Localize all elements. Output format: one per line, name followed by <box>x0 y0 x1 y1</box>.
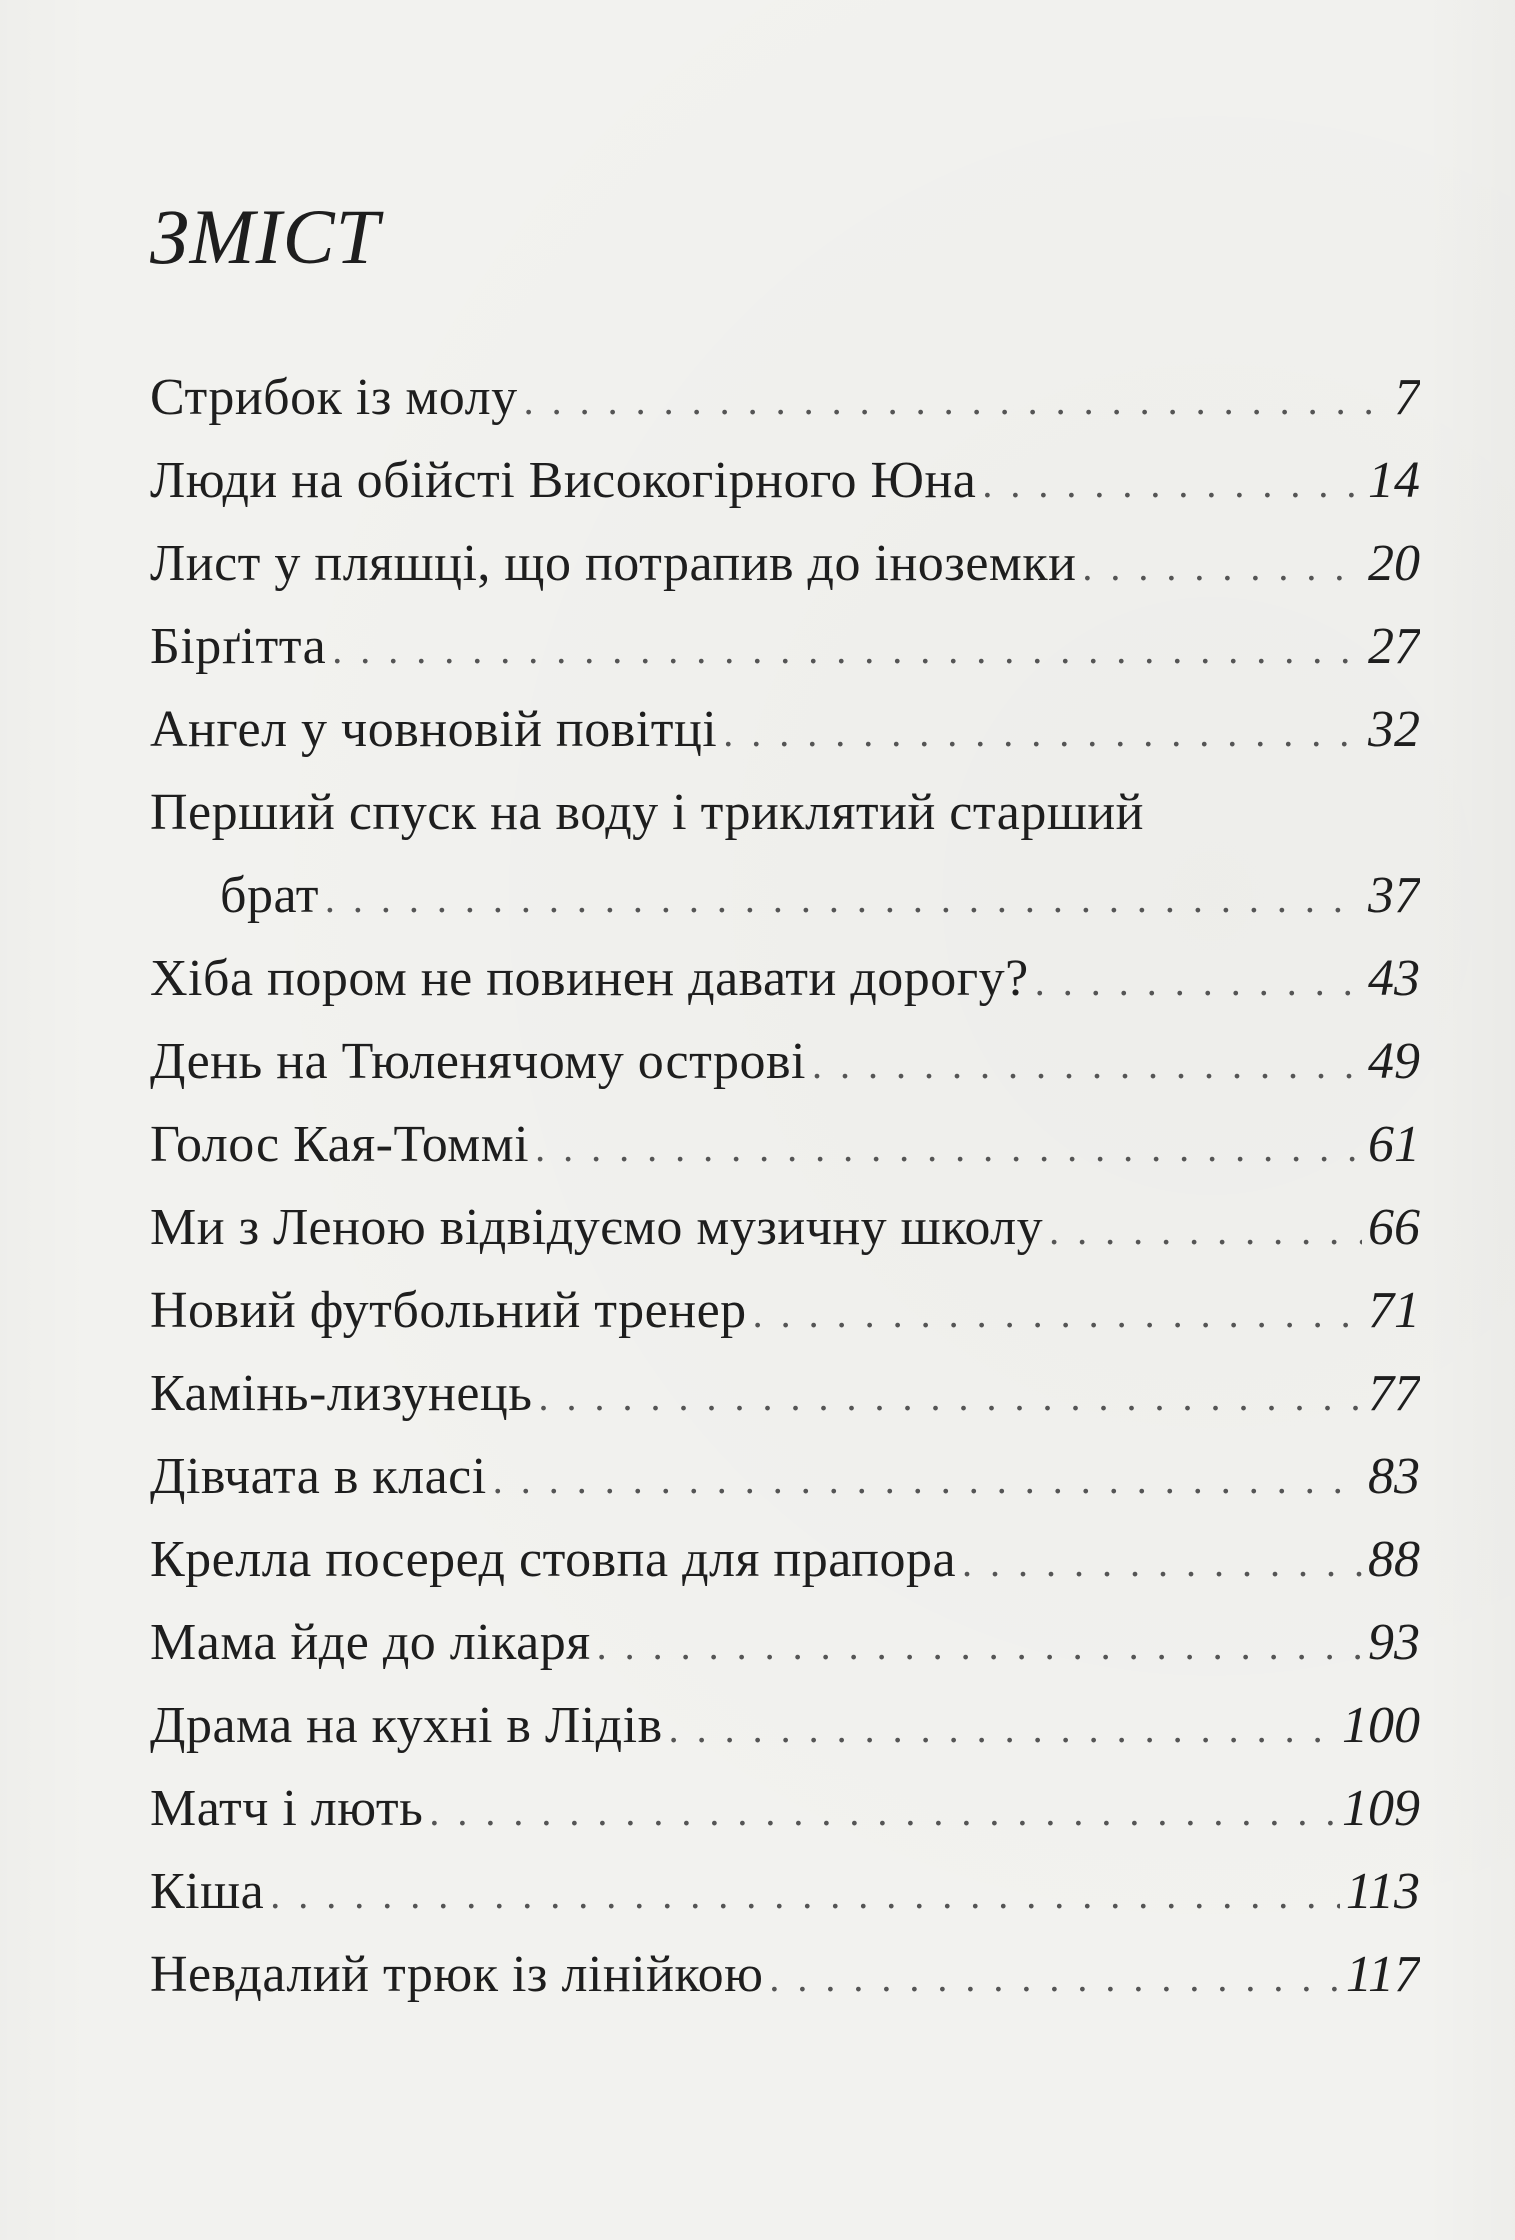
entry-page-number: 37 <box>1368 867 1420 924</box>
toc-entry <box>150 937 1420 1020</box>
entry-title-line1: Перший спуск на воду і триклятий старший <box>150 784 1145 841</box>
dot-leader <box>1082 525 1362 605</box>
entry-page-number: 20 <box>1368 535 1420 592</box>
toc-entry <box>150 1435 1420 1518</box>
dot-leader <box>669 1687 1336 1767</box>
entry-page-number: 88 <box>1368 1531 1420 1588</box>
entry-title: Кіша <box>150 1863 265 1920</box>
toc-entry <box>150 1767 1420 1850</box>
entry-title: Невдалий трюк із лінійкою <box>150 1946 764 2003</box>
dot-leader <box>1035 940 1362 1020</box>
entry-title: Стрибок із молу <box>150 369 518 426</box>
entry-page-number: 32 <box>1368 701 1420 758</box>
entry-title: Лист у пляшці, що потрапив до іноземки <box>150 535 1077 592</box>
toc-entry <box>150 1269 1420 1352</box>
dot-leader <box>962 1521 1362 1601</box>
dot-leader <box>325 857 1362 937</box>
entry-page-number: 49 <box>1368 1033 1420 1090</box>
toc-entry <box>150 522 1420 605</box>
entry-page-number: 7 <box>1394 369 1420 426</box>
entry-title: Бірґітта <box>150 618 327 675</box>
toc-entry <box>150 1518 1420 1601</box>
toc-entry <box>150 605 1420 688</box>
dot-leader <box>597 1604 1362 1684</box>
entry-title: Новий футбольний тренер <box>150 1282 747 1339</box>
dot-leader <box>332 608 1362 688</box>
entry-page-number: 27 <box>1368 618 1420 675</box>
entry-title: Крелла посеред стовпа для прапора <box>150 1531 957 1588</box>
dot-leader <box>270 1853 1340 1933</box>
dot-leader <box>723 691 1362 771</box>
toc-entry <box>150 1601 1420 1684</box>
entry-title: Матч і лють <box>150 1780 424 1837</box>
entry-page-number: 43 <box>1368 950 1420 1007</box>
dot-leader <box>753 1272 1362 1352</box>
entry-title: Люди на обійсті Високогірного Юна <box>150 452 977 509</box>
dot-leader <box>1049 1189 1362 1269</box>
dot-leader <box>538 1355 1362 1435</box>
entry-page-number: 83 <box>1368 1448 1420 1505</box>
entry-title: Ангел у човновій повітці <box>150 701 718 758</box>
dot-leader <box>982 442 1362 522</box>
toc-entry <box>150 356 1420 439</box>
table-of-contents <box>150 356 1420 2016</box>
toc-entry <box>150 688 1420 771</box>
entry-title: Голос Кая-Томмі <box>150 1116 530 1173</box>
dot-leader <box>812 1023 1362 1103</box>
toc-heading: ЗМІСТ <box>150 193 380 280</box>
toc-entry <box>150 1103 1420 1186</box>
entry-page-number: 109 <box>1342 1780 1420 1837</box>
entry-page-number: 117 <box>1345 1946 1420 2003</box>
entry-title: Хіба пором не повинен давати дорогу? <box>150 950 1029 1007</box>
entry-page-number: 71 <box>1368 1282 1420 1339</box>
entry-page-number: 61 <box>1368 1116 1420 1173</box>
entry-title: брат <box>220 867 319 924</box>
entry-page-number: 77 <box>1368 1365 1420 1422</box>
toc-entry <box>150 439 1420 522</box>
entry-page-number: 100 <box>1342 1697 1420 1754</box>
entry-page-number: 66 <box>1368 1199 1420 1256</box>
entry-title: Дівчата в класі <box>150 1448 487 1505</box>
toc-entry <box>150 1352 1420 1435</box>
entry-title: Мама йде до лікаря <box>150 1614 591 1671</box>
dot-leader <box>524 359 1374 439</box>
entry-page-number: 14 <box>1368 452 1420 509</box>
dot-leader <box>535 1106 1362 1186</box>
entry-title: День на Тюленячому острові <box>150 1033 806 1090</box>
toc-entry <box>150 771 1420 937</box>
dot-leader <box>429 1770 1336 1850</box>
toc-entry <box>150 1933 1420 2016</box>
entry-title: Камінь-лизунець <box>150 1365 533 1422</box>
entry-title: Драма на кухні в Лідів <box>150 1697 663 1754</box>
entry-page-number: 93 <box>1368 1614 1420 1671</box>
toc-entry <box>150 1020 1420 1103</box>
entry-title: Ми з Леною відвідуємо музичну школу <box>150 1199 1044 1256</box>
entry-page-number: 113 <box>1345 1863 1420 1920</box>
toc-entry <box>150 1684 1420 1767</box>
dot-leader <box>493 1438 1362 1518</box>
toc-entry <box>150 1186 1420 1269</box>
toc-entry <box>150 1850 1420 1933</box>
dot-leader <box>769 1936 1339 2016</box>
